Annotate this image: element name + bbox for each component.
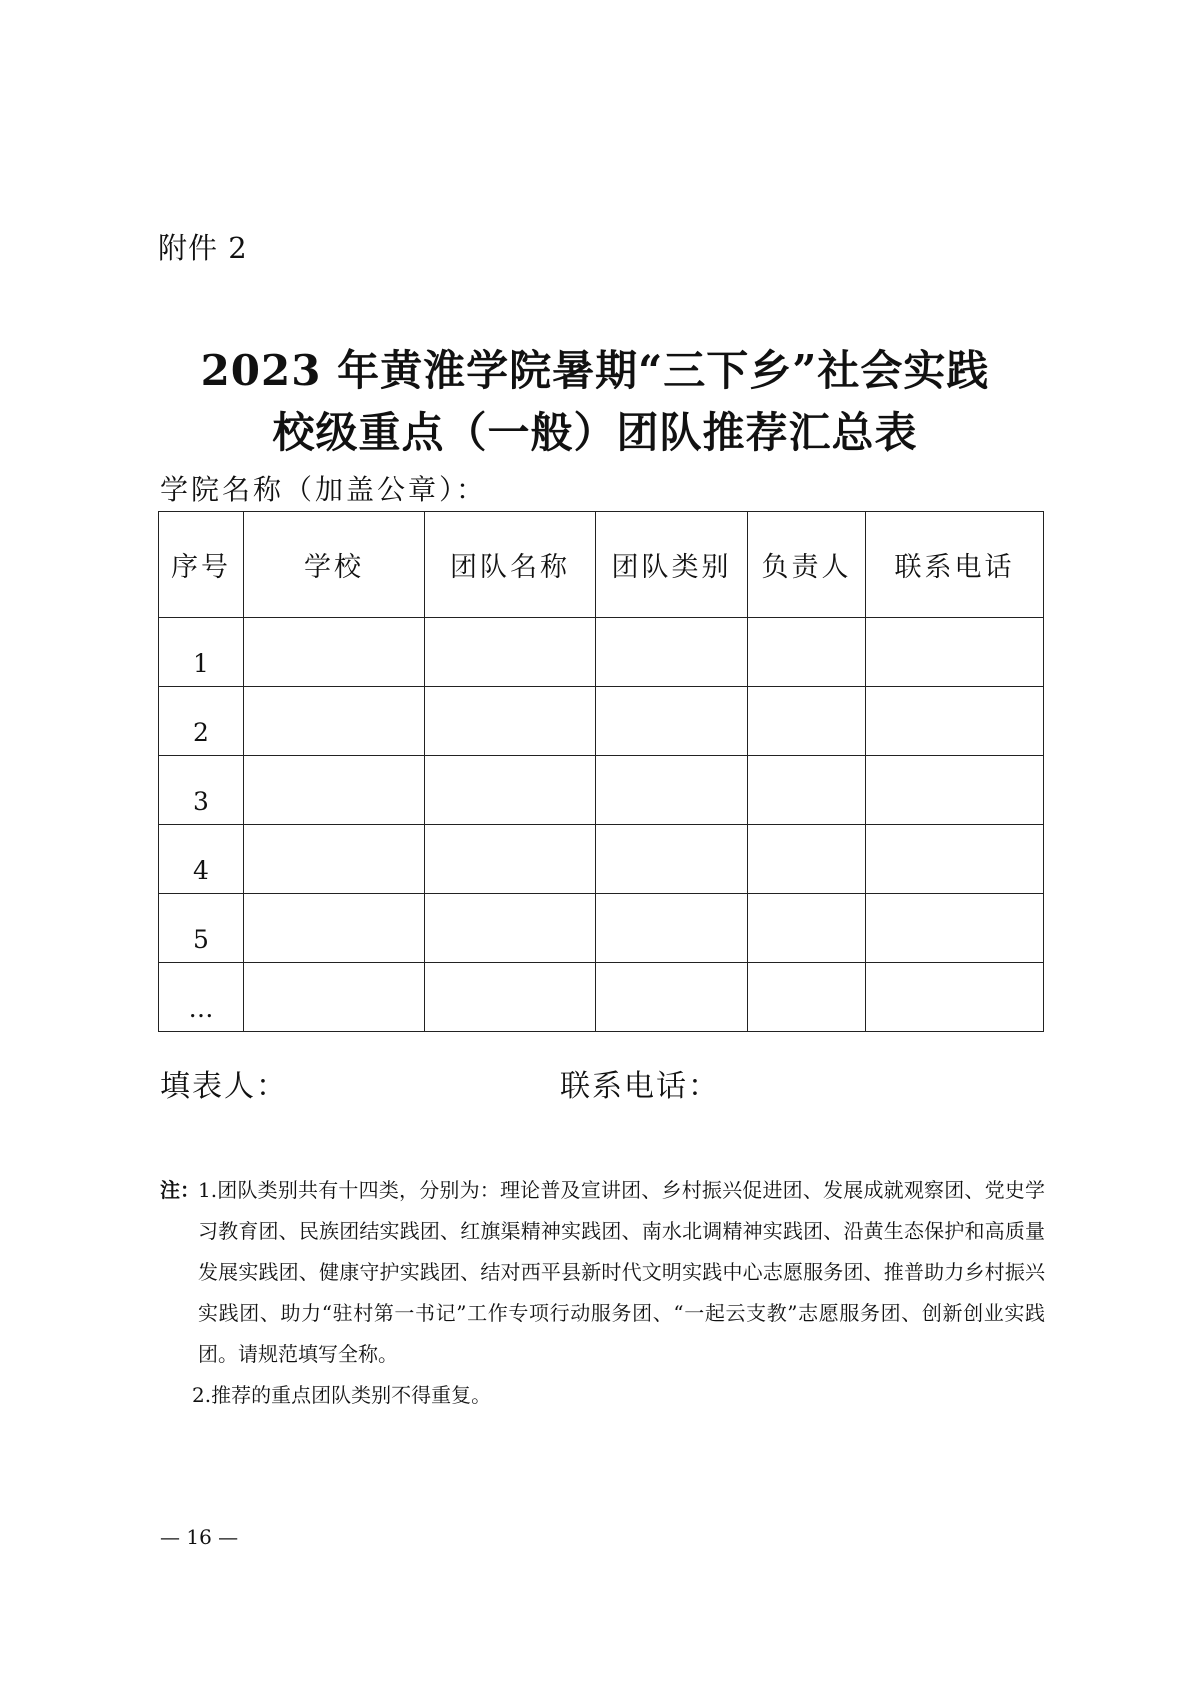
cell-leader bbox=[748, 963, 866, 1032]
table-row bbox=[159, 894, 1044, 963]
cell-contact-phone bbox=[866, 825, 1044, 894]
contact-phone-label: 联系电话： bbox=[560, 1069, 720, 1104]
row-index: 1 bbox=[159, 618, 244, 687]
cell-school bbox=[244, 687, 425, 756]
notes-section bbox=[160, 1170, 1045, 1416]
cell-team-name bbox=[425, 687, 596, 756]
document-title-line-1: 2023 年黄淮学院暑期“三下乡”社会实践 bbox=[200, 346, 990, 395]
cell-contact-phone bbox=[866, 756, 1044, 825]
college-name-label: 学院名称（加盖公章）： bbox=[160, 473, 488, 506]
cell-team-category bbox=[596, 825, 748, 894]
row-index: 4 bbox=[159, 825, 244, 894]
cell-school bbox=[244, 963, 425, 1032]
notes-prefix: 注： bbox=[160, 1178, 200, 1202]
cell-leader bbox=[748, 687, 866, 756]
table-row bbox=[159, 825, 1044, 894]
cell-school bbox=[244, 894, 425, 963]
cell-team-name bbox=[425, 825, 596, 894]
note-2-text: 2.推荐的重点团队类别不得重复。 bbox=[192, 1383, 492, 1407]
cell-contact-phone bbox=[866, 618, 1044, 687]
cell-leader bbox=[748, 825, 866, 894]
row-index: … bbox=[159, 963, 244, 1032]
team-summary-table bbox=[158, 511, 1044, 1032]
table-row bbox=[159, 687, 1044, 756]
cell-team-name bbox=[425, 618, 596, 687]
note-item bbox=[160, 1170, 1045, 1375]
cell-team-category bbox=[596, 963, 748, 1032]
header-leader: 负责人 bbox=[748, 512, 866, 618]
page-number: — 16 — bbox=[160, 1525, 239, 1549]
cell-leader bbox=[748, 894, 866, 963]
cell-school bbox=[244, 756, 425, 825]
filler-label: 填表人： bbox=[160, 1069, 288, 1104]
cell-school bbox=[244, 825, 425, 894]
cell-leader bbox=[748, 756, 866, 825]
header-team-category: 团队类别 bbox=[596, 512, 748, 618]
cell-team-name bbox=[425, 963, 596, 1032]
header-index: 序号 bbox=[159, 512, 244, 618]
cell-team-category bbox=[596, 618, 748, 687]
note-1-text: 1.团队类别共有十四类，分别为：理论普及宣讲团、乡村振兴促进团、发展成就观察团、党史学习教育团、民族团结实践团、红旗渠精神实践团、南水北调精神实践团、沿黄生态保护和高质量发展实践团、健康守护实践团、结对西平县新时代文明实践中心志愿服务团、推普助力乡村振兴实践团、助力“驻村第一书记”工作专项行动服务团、“一起云支教”志愿服务团、创新创业实践团。请规范填写全称。 bbox=[198, 1178, 1045, 1366]
cell-school bbox=[244, 618, 425, 687]
cell-contact-phone bbox=[866, 687, 1044, 756]
table-row bbox=[159, 618, 1044, 687]
table-row bbox=[159, 963, 1044, 1032]
header-school: 学校 bbox=[244, 512, 425, 618]
table-row bbox=[159, 756, 1044, 825]
document-title-line-2: 校级重点（一般）团队推荐汇总表 bbox=[272, 408, 918, 457]
cell-team-category bbox=[596, 756, 748, 825]
cell-team-category bbox=[596, 894, 748, 963]
cell-contact-phone bbox=[866, 894, 1044, 963]
table-header-row bbox=[159, 512, 1044, 618]
header-team-name: 团队名称 bbox=[425, 512, 596, 618]
cell-leader bbox=[748, 618, 866, 687]
row-index: 5 bbox=[159, 894, 244, 963]
row-index: 2 bbox=[159, 687, 244, 756]
cell-team-category bbox=[596, 687, 748, 756]
cell-team-name bbox=[425, 756, 596, 825]
header-contact-phone: 联系电话 bbox=[866, 512, 1044, 618]
cell-contact-phone bbox=[866, 963, 1044, 1032]
attachment-label: 附件 2 bbox=[158, 231, 248, 265]
cell-team-name bbox=[425, 894, 596, 963]
row-index: 3 bbox=[159, 756, 244, 825]
